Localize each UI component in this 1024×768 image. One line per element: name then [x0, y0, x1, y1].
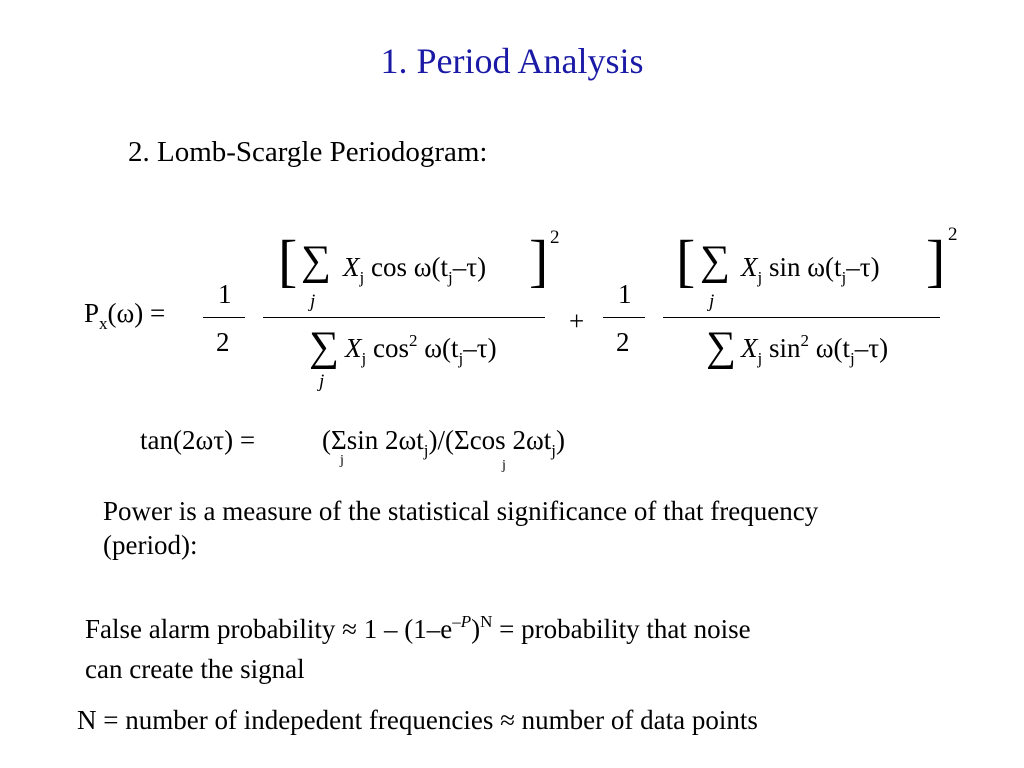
- cos-squared-term: [345, 331, 497, 368]
- tau-text: –τ): [854, 333, 889, 363]
- false-alarm-line-1: [85, 614, 751, 645]
- lhs-subscript: x: [99, 314, 108, 333]
- bracket-close-2: ]: [926, 228, 946, 293]
- bracket-open-2: [: [676, 228, 696, 293]
- sin-text: sin ω(t: [768, 252, 842, 282]
- half-denominator-1: 2: [216, 327, 230, 357]
- exp-minus: –: [452, 612, 461, 631]
- cos-text: cos ω(t: [370, 252, 448, 282]
- t-subscript: j: [551, 441, 556, 460]
- omega-text: ω(t: [417, 333, 459, 363]
- half-fraction-bar-2: [603, 317, 645, 318]
- bracket-open-1: [: [278, 228, 298, 293]
- x-subscript: j: [361, 349, 367, 368]
- x-subscript: j: [757, 349, 763, 368]
- square-exponent: 2: [408, 331, 418, 350]
- t-subscript: j: [458, 349, 464, 368]
- exp-p: P: [460, 612, 472, 631]
- x-subscript: j: [359, 268, 365, 287]
- square-exponent-2: 2: [948, 224, 958, 245]
- tan-open: (Σ: [322, 425, 347, 455]
- plus-sign: +: [569, 306, 585, 336]
- tan-mid: )/(Σ: [428, 425, 470, 455]
- square-exponent: 2: [800, 331, 809, 350]
- bracket-close-1: ]: [529, 228, 549, 293]
- sum-index-1: j: [310, 291, 316, 312]
- tau-text: –τ): [846, 252, 880, 282]
- half-numerator-2: 1: [618, 279, 632, 309]
- sigma-symbol-4: ∑: [706, 324, 736, 370]
- x-subscript: j: [757, 268, 763, 287]
- fraction-bar-1: [263, 317, 545, 318]
- cos-text: cos: [372, 333, 409, 363]
- tan-sum-index-2: j: [502, 458, 506, 473]
- lhs-rest: (ω) =: [107, 298, 166, 328]
- sum-index-2: j: [319, 371, 325, 392]
- exponent-n: N: [480, 612, 493, 631]
- sin-squared-term: [741, 331, 889, 368]
- sigma-symbol-1: ∑: [301, 238, 331, 284]
- fraction-bar-2: [663, 317, 940, 318]
- tan-rhs: [322, 425, 565, 460]
- tan-sin: sin 2ωt: [346, 425, 424, 455]
- slide-title: 1. Period Analysis: [380, 41, 644, 81]
- cos-numerator-term: [343, 252, 487, 287]
- x-var: X: [343, 252, 360, 282]
- n-definition: N = number of indepedent frequencies ≈ number of data points: [77, 705, 758, 735]
- false-alarm-line-2: can create the signal: [85, 654, 305, 684]
- sum-index-3: j: [709, 291, 715, 312]
- x-var: X: [741, 333, 758, 363]
- t-subscript: j: [423, 441, 429, 460]
- x-var: X: [741, 252, 758, 282]
- tau-text: –τ): [452, 252, 487, 282]
- t-subscript: j: [850, 349, 855, 368]
- tan-cos: cos 2ωt: [469, 425, 552, 455]
- half-fraction-bar-1: [203, 317, 245, 318]
- t-subscript: j: [448, 268, 453, 287]
- sigma-symbol-3: ∑: [700, 238, 730, 284]
- exponent-minus-p: [452, 612, 471, 631]
- section-subtitle: 2. Lomb-Scargle Periodogram:: [128, 136, 488, 168]
- tan-close: ): [555, 425, 565, 455]
- probability-text: = probability that noise: [492, 614, 751, 644]
- formula-lhs: [84, 298, 166, 333]
- tan-sum-index-1: j: [340, 453, 344, 468]
- tau-text: –τ): [463, 333, 497, 363]
- power-description: Power is a measure of the statistical significance of that frequency (period):: [103, 496, 819, 560]
- false-alarm-text: False alarm probability ≈ 1 – (1–e: [85, 614, 453, 644]
- sin-text: sin: [768, 333, 801, 363]
- half-numerator-1: 1: [218, 279, 232, 309]
- square-exponent-1: 2: [550, 227, 560, 248]
- half-denominator-2: 2: [616, 327, 630, 357]
- lhs-p: P: [84, 298, 100, 328]
- omega-text: ω(t: [809, 333, 851, 363]
- x-var: X: [345, 333, 362, 363]
- sin-numerator-term: [741, 252, 880, 287]
- t-subscript: j: [841, 268, 847, 287]
- close-paren: ): [471, 614, 481, 644]
- tan-lhs: tan(2ωτ) =: [140, 425, 256, 455]
- sigma-symbol-2: ∑: [309, 324, 339, 370]
